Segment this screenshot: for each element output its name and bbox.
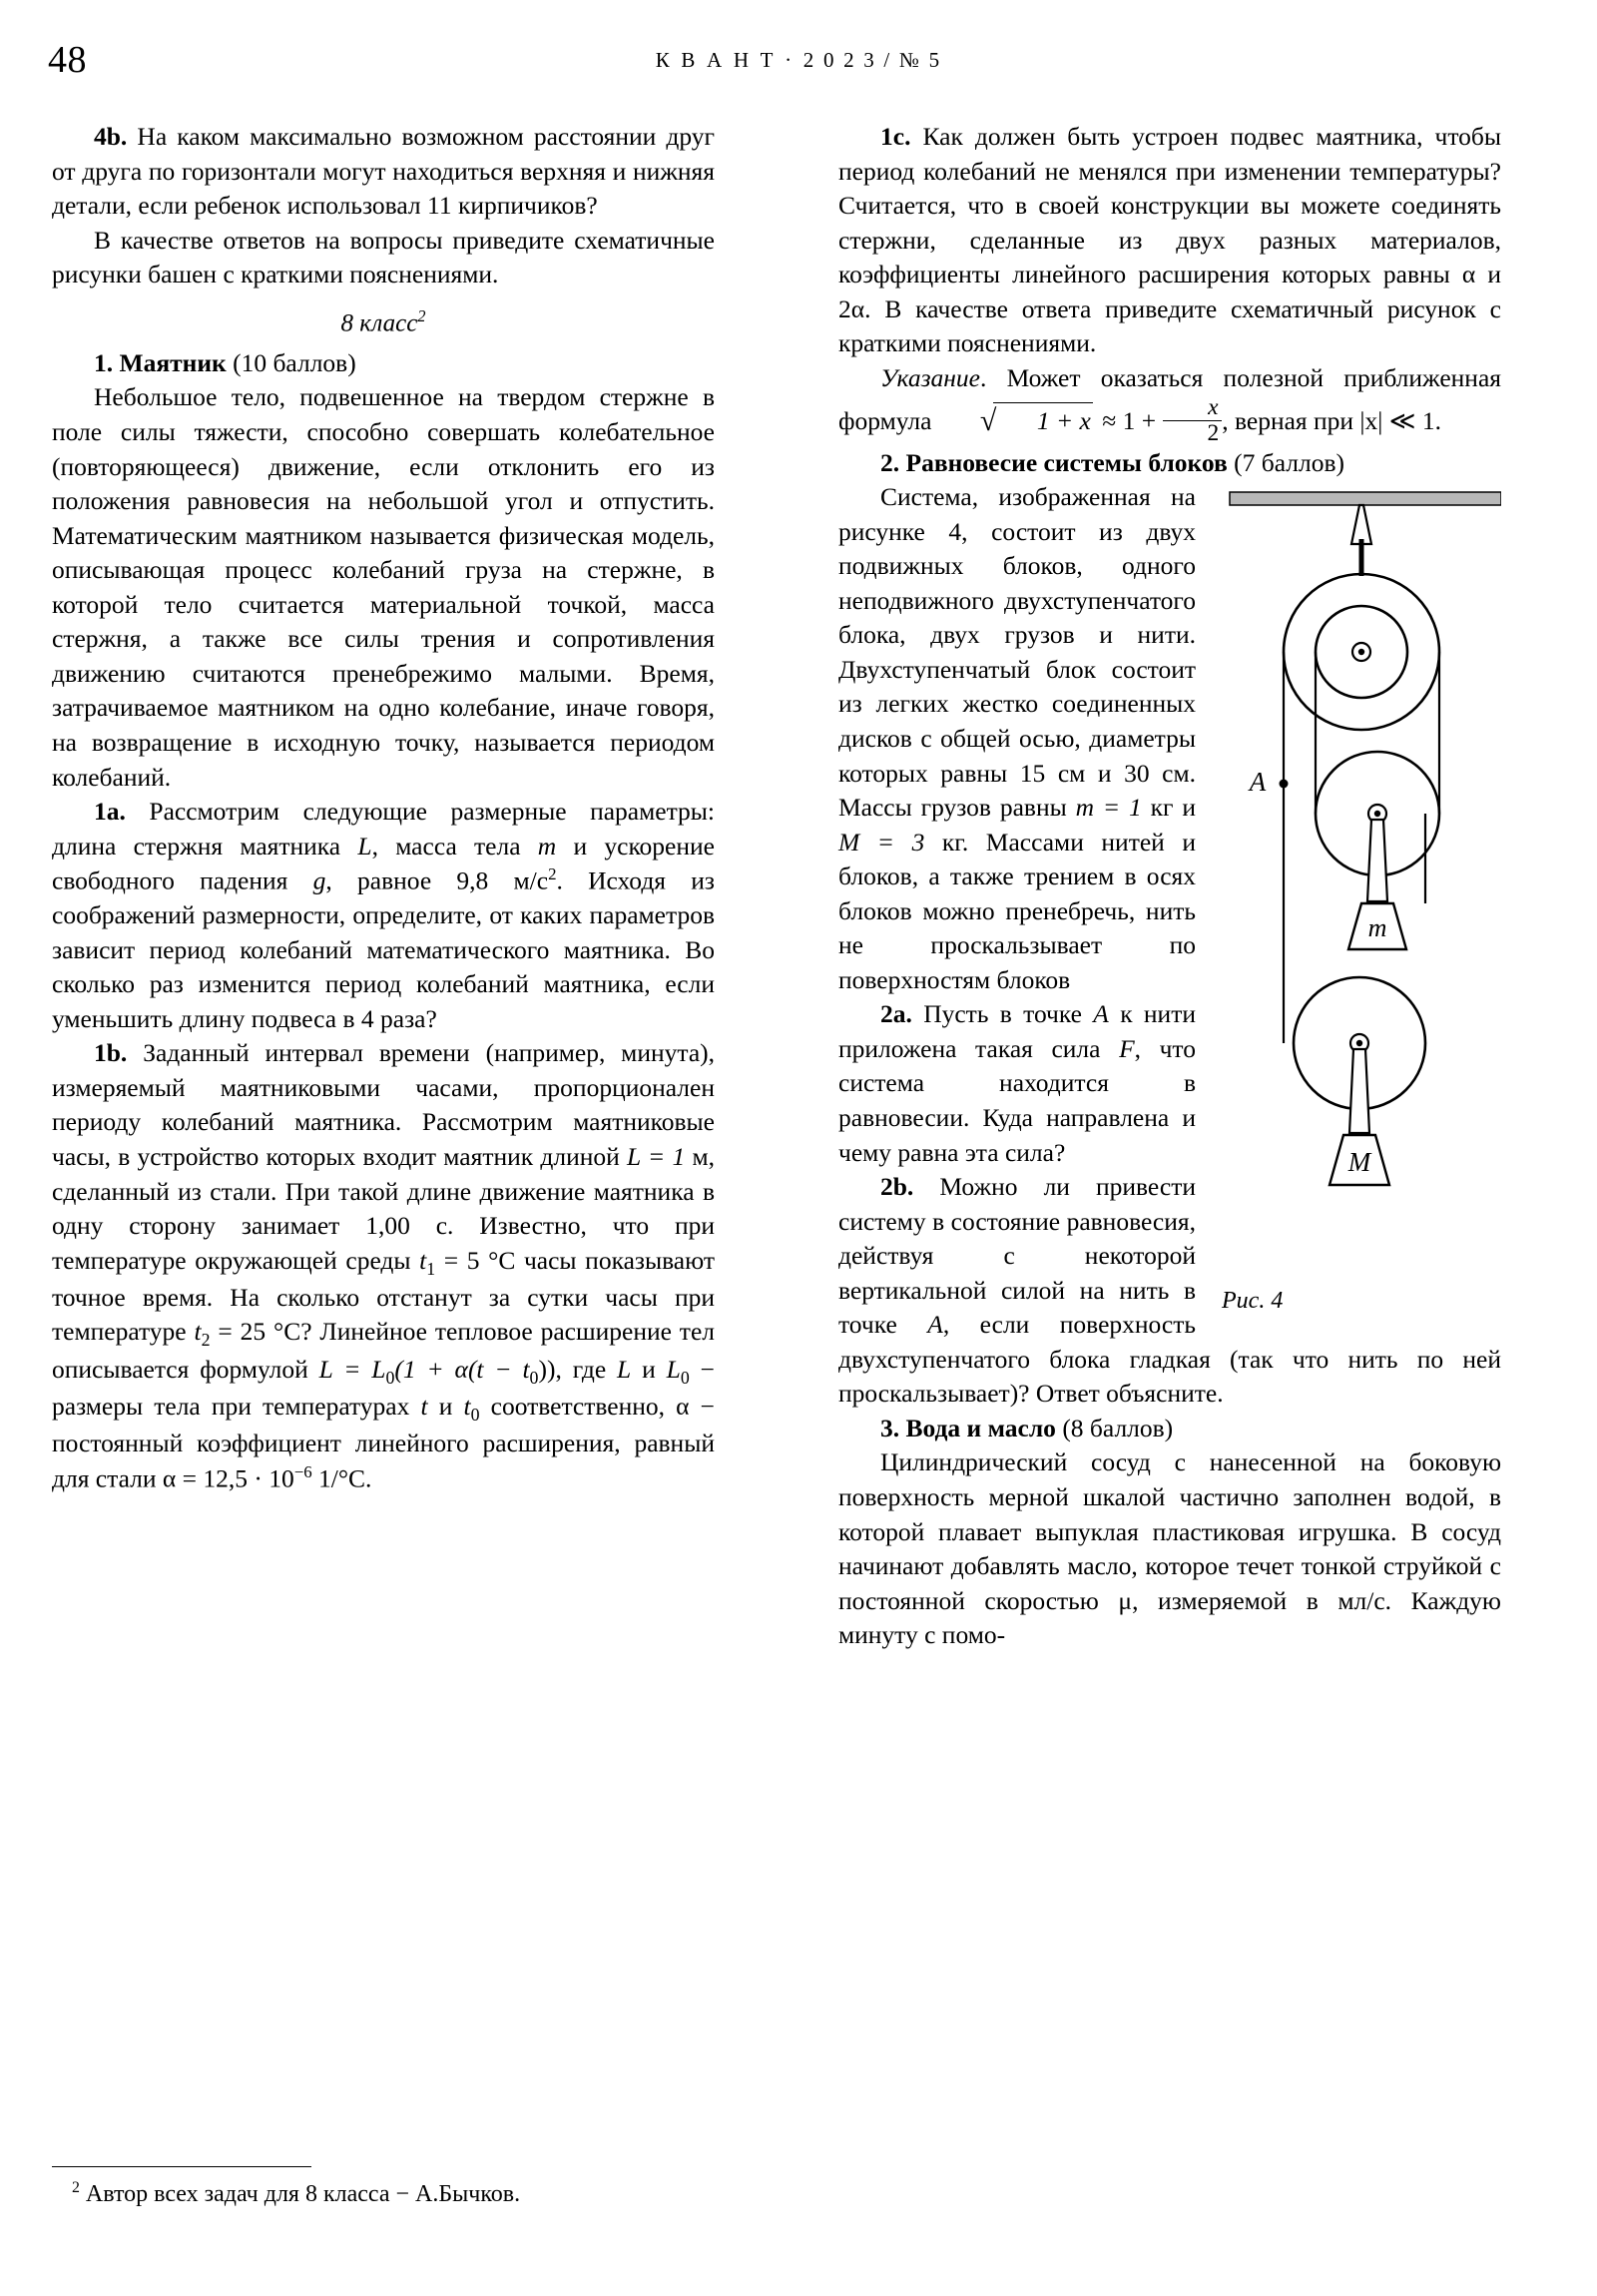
task-label-1c: 1c. — [880, 122, 911, 151]
journal-name: К В А Н Т — [655, 48, 777, 72]
task-1b-text-3: часы показывают точное время. На сколько отстанут за сутки часы при температуре — [52, 1245, 715, 1347]
symbol-m: m — [537, 831, 557, 861]
task-3-points: (8 баллов) — [1062, 1413, 1174, 1442]
task-label-1b: 1b. — [94, 1038, 128, 1068]
fraction-denominator: 2 — [1207, 420, 1220, 446]
symbol-A-1: A — [1093, 999, 1109, 1029]
paragraph-4b — [52, 120, 715, 224]
symbol-A-2: A — [927, 1310, 943, 1340]
page-header — [0, 38, 1597, 84]
right-column — [838, 120, 1501, 1653]
footnote-rule — [52, 2166, 311, 2167]
pulley-hanger-top — [1351, 505, 1371, 544]
symbol-t0: t — [463, 1392, 471, 1421]
task-2b-text-1: Можно ли привести систему в состояние равновесия, действуя с некоторой вертикальной силой на нить в точке — [838, 1172, 1196, 1340]
symbol-t2-sub: 2 — [201, 1330, 211, 1351]
symbol-F: F — [1119, 1033, 1135, 1063]
paragraph-1b — [52, 1036, 715, 1495]
task-2-text-2: кг и — [1141, 793, 1196, 823]
task-2-points: (7 баллов) — [1234, 447, 1344, 477]
paragraph-task3-body: Цилиндрический сосуд с нанесенной на боковую поверхность мерной шкалой частично заполнен водой, в которой плавает выпуклая пластиковая игрушка. В сосуд начинают добавлять масло, которое течет тонкой струйкой с постоянной скоростью μ, измеряемой в мл/с. Каждую минуту с помо- — [838, 1447, 1501, 1650]
formula-end: )), где — [538, 1354, 618, 1384]
task-2a-text-2: к нити приложена такая сила — [838, 999, 1196, 1063]
task-1b-text-2: м, сделанный из стали. При такой длине движение маятника в одну сторону занимает 1,00 с. Известно, что при температуре окружающей среды — [52, 1142, 715, 1275]
task-1b-text-8: и — [427, 1392, 464, 1421]
task-label-3: 3. Вода и масло — [880, 1413, 1056, 1442]
task-label-2b: 2b. — [880, 1172, 914, 1202]
symbol-g: g — [312, 865, 326, 895]
task-1a-text-3: и ускорение свободного падения — [52, 831, 715, 895]
mass-m-value: m = 1 — [1075, 793, 1142, 823]
task-label-1a: 1a. — [94, 797, 126, 827]
formula-t0-sub: 0 — [529, 1367, 539, 1388]
left-column — [52, 120, 715, 1496]
paragraph-hint — [838, 361, 1501, 446]
pulley-system-diagram — [1212, 484, 1501, 1283]
footnote — [52, 2178, 715, 2210]
task-1c-text: Как должен быть устроен подвес маятника, чтобы период колебаний не менялся при изменении температуры? Считается, что в своей конструкции вы можете соединять стержни, сделанные из двух разных материалов, коэффициенты линейного расширения которых равны α и 2α. В качестве ответа приведите схематичный рисунок с краткими пояснениями. — [838, 122, 1501, 358]
movable-pulley-m-axle-center — [1374, 811, 1380, 817]
task-1a-text-2: , масса тела — [371, 831, 538, 861]
symbol-L0: L — [666, 1354, 681, 1384]
issue-number: 2 0 2 3 / № 5 — [802, 48, 942, 72]
symbol-t1: t — [419, 1245, 427, 1275]
running-title — [0, 48, 1597, 73]
symbol-t2: t — [194, 1317, 202, 1347]
mass-M-value: M = 3 — [838, 827, 925, 857]
symbol-L0-sub: 0 — [680, 1367, 690, 1388]
task-2-text-3: кг. Массами нитей и блоков, а также трением в осях блоков можно пренебречь, нить не проскальзывает по поверхностям блоков — [838, 827, 1197, 994]
formula-L-L0: L = L — [318, 1354, 386, 1384]
symbol-t1-sub: 1 — [426, 1258, 436, 1279]
hint-text-1: . Может оказаться полезной приближенная формула — [838, 362, 1501, 436]
exponent-2: 2 — [548, 864, 557, 884]
movable-pulley-M-axle-center — [1356, 1040, 1362, 1046]
hint-label: Указание — [880, 362, 980, 392]
paragraph-task3-heading — [838, 1412, 1501, 1446]
section-heading-grade8 — [52, 305, 715, 340]
footnote-marker: 2 — [72, 2179, 80, 2196]
ceiling-bar — [1230, 492, 1501, 505]
task-label-4b: 4b. — [94, 122, 128, 151]
task-4b-text: На каком максимально возможном расстоянии друг от друга по горизонтали могут находиться верхняя и нижняя детали, если ребенок использовал 11 кирпичиков? — [52, 122, 716, 221]
formula-bracket-1: (1 + α(t − t — [394, 1354, 530, 1384]
stepped-pulley-axle-center — [1358, 649, 1364, 655]
symbol-t2-value: = 25 °C? — [210, 1317, 312, 1347]
symbol-L-2: L — [617, 1354, 632, 1384]
task-1a-text-5: . Исходя из соображений размерности, определите, от каких параметров зависит период колебаний математического маятника. Во сколько раз изменится период колебаний маятника, если уменьшить длину подвеса в 4 раза? — [52, 865, 715, 1033]
task-2a-text-1: Пусть в точке — [923, 999, 1094, 1029]
symbol-t0-sub: 0 — [470, 1405, 480, 1426]
paragraph-task2-heading — [838, 446, 1501, 481]
footnote-text: Автор всех задач для 8 класса − А.Бычков. — [85, 2181, 521, 2207]
conjunction-and: и — [631, 1354, 667, 1384]
formula-L0-sub: 0 — [385, 1367, 395, 1388]
task-1b-text-4: Линейное тепловое расширение тел описывается формулой — [52, 1317, 715, 1384]
task-2a-text-3: , что система находится в равновесии. Куда направлена и чему равна эта сила? — [838, 1033, 1196, 1167]
figure-caption: Рис. 4 — [1222, 1288, 1284, 1315]
task-1b-text-9: соответственно, α − постоянный коэффициент линейного расширения, равный для стали α = 12,5 · 10 — [52, 1392, 715, 1493]
paragraph-1c — [838, 120, 1501, 361]
point-A-marker — [1280, 780, 1289, 789]
hanger-M — [1349, 1049, 1369, 1133]
paragraph-1a — [52, 795, 715, 1036]
task-2b-text-2: , если поверхность двухступенчатого блока гладкая (так что нить по ней проскальзывает)? Ответ объясните. — [838, 1310, 1501, 1409]
symbol-t1-value: = 5 °C — [435, 1245, 516, 1275]
section-heading-text: 8 класс — [340, 309, 418, 337]
task-label-1: 1. Маятник — [94, 347, 227, 377]
symbol-t: t — [420, 1392, 428, 1421]
symbol-L: L — [357, 831, 372, 861]
fraction-numerator: x — [1163, 395, 1223, 421]
task-label-2: 2. Равновесие системы блоков — [880, 447, 1228, 477]
paragraph-answers-note: В качестве ответов на вопросы приведите схематичные рисунки башен с краткими пояснениями. — [52, 225, 715, 289]
sqrt-expression — [938, 402, 1096, 439]
alpha-exponent: −6 — [293, 1461, 312, 1481]
point-A-label: A — [1249, 767, 1267, 798]
formula-L-eq-1: L = 1 — [627, 1142, 686, 1172]
weight-M-label: M — [1347, 1147, 1371, 1178]
task-1-points: (10 баллов) — [233, 347, 356, 377]
approx-sign: ≈ 1 + — [1095, 406, 1163, 436]
fraction-x-over-2 — [1163, 395, 1223, 445]
task-1b-text-7: − размеры тела при температурах — [52, 1354, 715, 1421]
task-2-text-1: Система, изображенная на рисунке 4, состоит из двух подвижных блоков, одного неподвижного двухступенчатого блока, двух грузов и нити. Двухступенчатый блок состоит из легких жестко соединенных дисков с общей осью, диаметры которых равны 15 см и 30 см. Массы грузов равны — [838, 482, 1196, 823]
task-1b-text-10: 1/°C. — [311, 1463, 372, 1493]
task-1a-text-4: , равное 9,8 м/с — [325, 865, 549, 895]
sqrt-radicand: 1 + x — [993, 402, 1093, 439]
task-label-2a: 2a. — [880, 999, 912, 1029]
paragraph-task1-body: Небольшое тело, подвешенное на твердом стержне в поле силы тяжести, способно совершать колебательное (повторяющееся) движение, если отклонить его из положения равновесия на небольшой угол и отпустить. Математическим маятником называется физическая модель, описывающая процесс колебаний груза на стержне, в которой тело считается материальной точкой, масса стержня, а также все силы трения и сопротивления движению считаются пренебрежимо малыми. Время, затрачиваемое маятником на одно колебание, иначе говоря, на возвращение в исходную точку, называется периодом колебаний. — [52, 382, 715, 792]
paragraph-task1 — [52, 346, 715, 381]
figure-4 — [1212, 484, 1501, 1318]
hint-text-2: , верная при |x| ≪ 1. — [1222, 406, 1441, 436]
task-1b-text-1: Заданный интервал времени (например, минута), измеряемый маятниковыми часами, пропорционален периоду колебаний маятника. Рассмотрим маятниковые часы, в устройство которых входит маятник длиной — [52, 1038, 716, 1172]
header-separator: · — [785, 48, 796, 72]
footnote-ref: 2 — [417, 305, 426, 325]
hanger-m — [1367, 820, 1387, 901]
task-1a-text-1: Рассмотрим следующие размерные параметры: длина стержня маятника — [52, 797, 715, 861]
page-number: 48 — [48, 39, 87, 81]
weight-m-label: m — [1367, 913, 1387, 943]
